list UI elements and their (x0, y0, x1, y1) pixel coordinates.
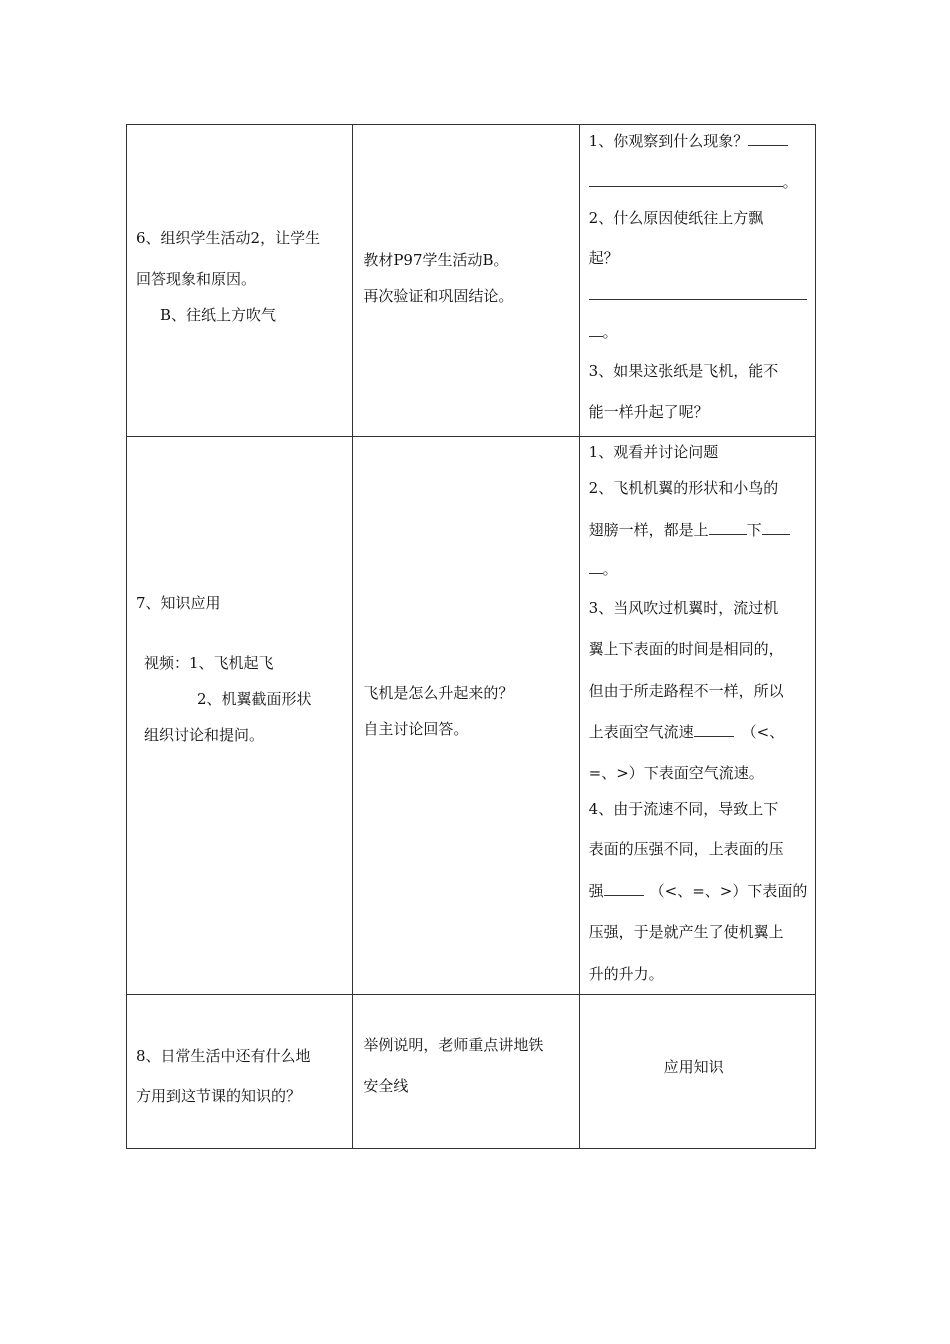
design-text: 翅膀一样，都是上 下 (589, 519, 790, 540)
design-text: 2、飞机机翼的形状和小鸟的 (588, 479, 779, 497)
question-text: 2、什么原因使纸往上方飘 (588, 209, 764, 227)
design-text: 翼上下表面的时间是相同的， (588, 640, 784, 658)
answer-blank (709, 520, 747, 535)
design-text: 升的升力。 (588, 965, 664, 983)
answer-blank (589, 559, 603, 574)
answer-blank (604, 881, 644, 896)
teacher-text: 回答现象和原因。 (136, 270, 257, 288)
answer-blank (694, 722, 734, 737)
teacher-text: 6、组织学生活动2，让学生 (136, 229, 321, 247)
teacher-activity-cell (127, 125, 353, 437)
question-text: 能一样升起了呢？ (588, 403, 709, 421)
student-text: 飞机是怎么升起来的？ (363, 684, 514, 702)
question-text: 。 (589, 321, 618, 342)
design-intent-cell (579, 125, 815, 437)
table-row (127, 125, 816, 437)
design-intent-cell (579, 995, 815, 1149)
teacher-text: 视频：1、飞机起飞 (144, 654, 274, 672)
student-text: 举例说明，老师重点讲地铁 (363, 1036, 544, 1054)
teacher-text: 7、知识应用 (136, 594, 221, 612)
design-text: 应用知识 (663, 1058, 724, 1076)
design-text: 1、观看并讨论问题 (588, 443, 719, 461)
answer-blank (748, 131, 788, 146)
design-text: 压强，于是就产生了使机翼上 (588, 923, 784, 941)
question-text: 起？ (588, 249, 619, 267)
question-text: 3、如果这张纸是飞机，能不 (588, 362, 779, 380)
student-text: 自主讨论回答。 (363, 720, 469, 738)
teacher-text: 2、机翼截面形状 (197, 690, 312, 708)
student-text: 教材P97学生活动B。 (363, 251, 509, 269)
teacher-text: 8、日常生活中还有什么地 (136, 1047, 311, 1065)
design-text: 强 （<、=、>）下表面的 (588, 882, 808, 900)
question-text: 。 (589, 171, 798, 192)
teacher-text: B、往纸上方吹气 (160, 306, 277, 324)
teacher-text: 方用到这节课的知识的？ (136, 1087, 302, 1105)
lesson-plan-table (126, 124, 816, 1149)
answer-blank (589, 285, 807, 300)
design-text: 上表面空气流速 （<、 (588, 723, 785, 741)
teacher-text: 组织讨论和提问。 (144, 726, 265, 744)
design-text: 4、由于流速不同，导致上下 (588, 800, 779, 818)
table-row (127, 995, 816, 1149)
table-row (127, 437, 816, 995)
answer-blank-line (589, 285, 807, 304)
answer-blank (589, 322, 603, 337)
answer-blank (589, 172, 783, 187)
student-text: 再次验证和巩固结论。 (363, 287, 514, 305)
design-text: 。 (589, 558, 618, 579)
teacher-activity-cell (127, 437, 353, 995)
design-text: =、>）下表面空气流速。 (588, 764, 764, 782)
design-intent-cell (579, 437, 815, 995)
teacher-activity-cell (127, 995, 353, 1149)
answer-blank (762, 520, 790, 535)
design-text: 表面的压强不同，上表面的压 (588, 840, 784, 858)
design-text: 但由于所走路程不一样，所以 (588, 682, 784, 700)
question-text: 1、你观察到什么现象？ (589, 130, 789, 151)
student-activity-cell (353, 995, 579, 1149)
student-text: 安全线 (363, 1077, 409, 1095)
design-text: 3、当风吹过机翼时，流过机 (588, 599, 779, 617)
student-activity-cell (353, 125, 579, 437)
student-activity-cell (353, 437, 579, 995)
